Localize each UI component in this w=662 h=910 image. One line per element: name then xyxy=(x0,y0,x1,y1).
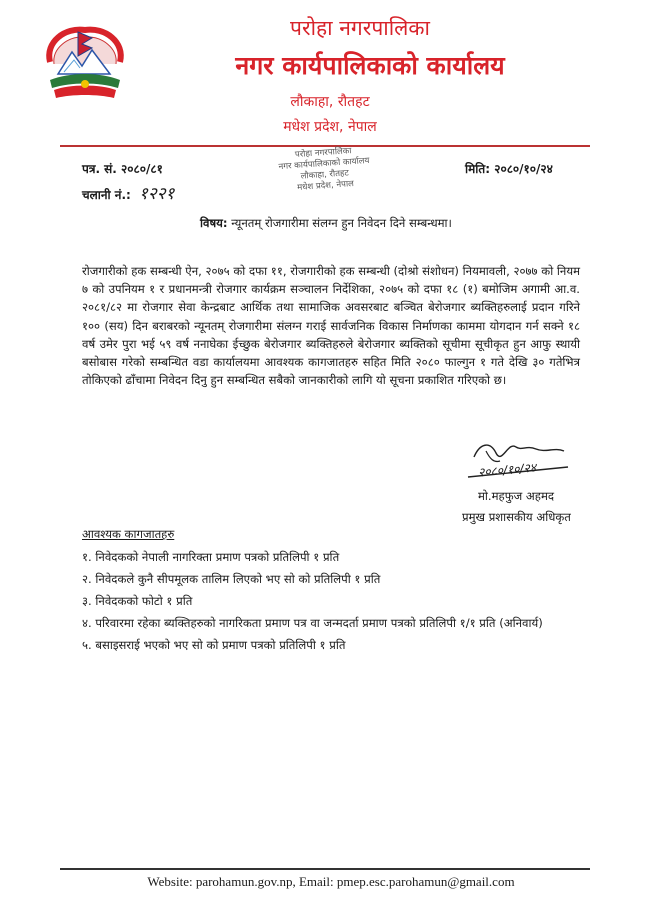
requirement-item: २. निवेदकले कुनै सीपमूलक तालिम लिएको भए सो को प्रतिलिपी १ प्रति xyxy=(82,572,381,586)
province-label: मधेश प्रदेश, नेपाल xyxy=(283,119,377,135)
signatory-title: प्रमुख प्रशासकीय अधिकृत xyxy=(462,510,571,524)
requirements-title: आवश्यक कागजातहरु xyxy=(82,527,175,541)
requirement-item: ३. निवेदकको फोटो १ प्रति xyxy=(82,594,193,608)
subject-line xyxy=(200,216,452,231)
signature-date: २०८०/१०/२४ xyxy=(477,460,537,480)
municipality-name: परोहा नगरपालिका xyxy=(290,16,430,40)
requirement-item: ४. परिवारमा रहेका ब्यक्तिहरुको नागरिकता प्रमाण पत्र वा जन्मदर्ता प्रमाण पत्रको प्रतिलिपी १/१ प्रति (अनिवार्य) xyxy=(82,616,543,630)
stamp-line-2: नगर कार्यपालिकाको कार्यालय xyxy=(278,155,370,173)
requirement-item: १. निवेदकको नेपाली नागरिक्ता प्रमाण पत्रको प्रतिलिपी १ प्रति xyxy=(82,550,340,564)
office-location: लौकाहा, रौतहट xyxy=(290,94,370,110)
header-divider xyxy=(60,145,590,147)
stamp-line-3: लौकाहा, रौतहट xyxy=(300,168,350,182)
dispatch-number-row xyxy=(82,181,174,204)
letter-date: मिति: २०८०/१०/२४ xyxy=(465,162,553,176)
requirement-item: ५. बसाइसराई भएको भए सो को प्रमाण पत्रको प्रतिलिपी १ प्रति xyxy=(82,638,346,652)
office-title: नगर कार्यपालिकाको कार्यालय xyxy=(235,51,505,80)
subject-text: न्यूनतम् रोजगारीमा संलग्न हुन निवेदन दिने सम्बन्धमा। xyxy=(231,216,452,230)
requirements-section xyxy=(82,527,602,656)
dispatch-label: चलानी नं.: xyxy=(82,188,131,202)
body-paragraph: रोजगारीको हक सम्बन्धी ऐन, २०७५ को दफा ११, रोजगारीको हक सम्बन्धी (दोश्रो संशोधन) नियमावली, २०७७ को नियम ७ को उपनियम १ र प्रधानमन्त्री रोजगार कार्यक्रम सञ्चालन निर्देशिका, २०७५ को दफा १८ (१) बमोजिम अगामी आ.व. २०८१/८२ मा रोजगार सेवा केन्द्रबाट आर्थिक तथा सामाजिक अवसरबाट बञ्चित बेरोजगार ब्यक्तिहरुलाई प्रदान गरिने १०० (सय) दिन बराबरको न्यूनतम् रोजगारीमा संलग्न गराई सार्वजनिक विकास निर्माणका काममा योगदान गर्न सक्ने १८ वर्ष उमेर पुरा भई ५९ वर्ष ननाघेका ईच्छुक बेरोजगार ब्यक्तिहरुले बेरोजगार ब्यक्तिको सूचीमा सूचीकृत हुन आफु स्थायी बसोबास गरेको सम्बन्धित वडा कार्यालयमा आवश्यक कागजातहरु सहित मिति २०८० फाल्गुन १ गते देखि ३० गतेभित्र तोकिएको ढाँचामा निवेदन दिनु हुन सम्बन्धित सबैको जानकारीको लागि यो सूचना प्रकाशित गरिएको छ। xyxy=(82,264,580,388)
nepal-emblem-icon xyxy=(40,22,130,104)
signatory-name: मो.महफुज अहमद xyxy=(478,489,555,503)
footer-divider xyxy=(60,868,590,870)
footer-contact: Website: parohamun.gov.np, Email: pmep.esc.parohamun@gmail.com xyxy=(147,874,515,889)
stamp-line-4: मधेश प्रदेश, नेपाल xyxy=(296,179,355,193)
stamp-line-1: परोहा नगरपालिका xyxy=(294,146,352,161)
dispatch-number: १२२१ xyxy=(139,184,175,204)
nepal-emblem xyxy=(40,22,130,104)
subject-label: विषय: xyxy=(200,216,228,230)
body-paragraph-container xyxy=(82,262,580,389)
letter-number: पत्र. सं. २०८०/८१ xyxy=(82,162,163,176)
office-stamp xyxy=(263,144,387,212)
